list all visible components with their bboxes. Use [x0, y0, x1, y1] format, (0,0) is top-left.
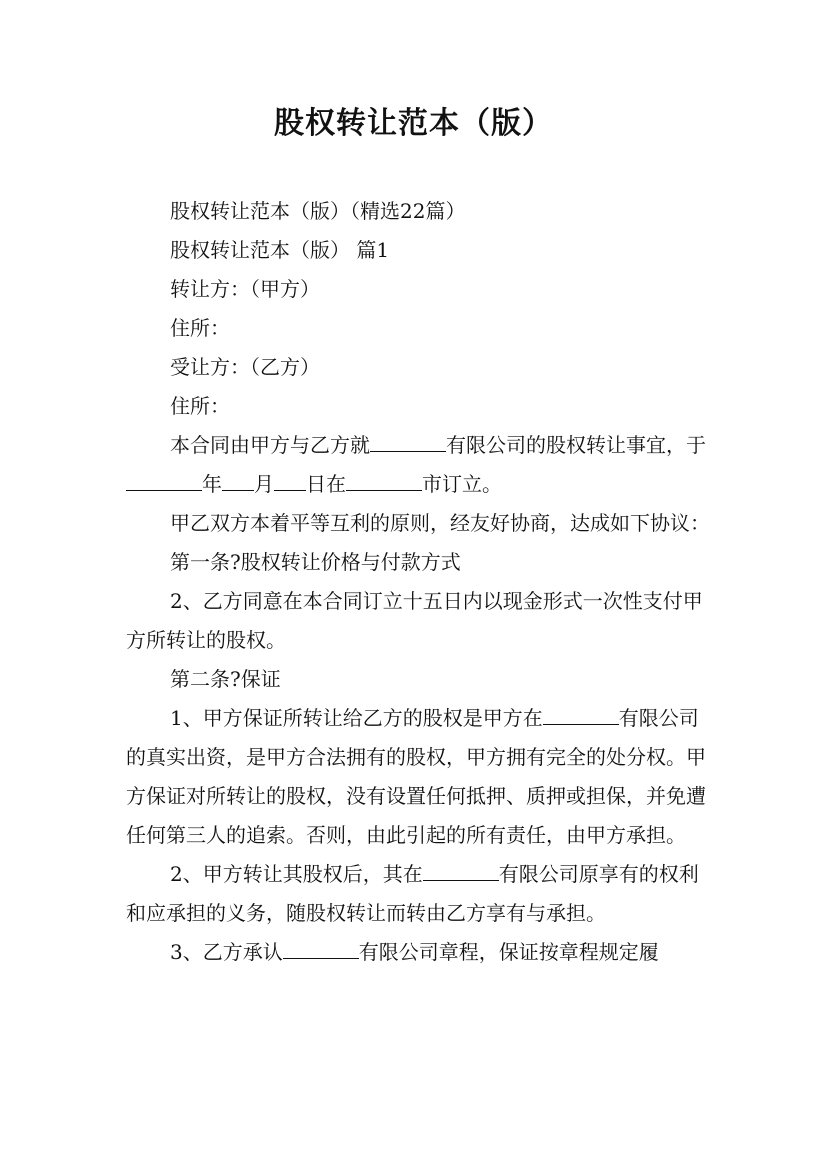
blank-line [222, 489, 254, 491]
paragraph-chapter-heading: 股权转让范本（版） 篇1 [170, 238, 390, 262]
blank-line [283, 957, 359, 959]
text-segment: 年 [202, 472, 222, 496]
text-segment: 1、甲方保证所转让给乙方的股权是甲方在 [170, 706, 543, 730]
blank-line [274, 489, 306, 491]
paragraph-payment: 2、乙方同意在本合同订立十五日内以现金形式一次性支付甲方所转让的股权。 [126, 589, 703, 652]
document-body [126, 192, 716, 972]
paragraph-article-2: 第二条?保证 [170, 667, 281, 691]
document-title: 股权转让范本（版） [274, 106, 553, 141]
blank-line [126, 489, 202, 491]
blank-line [346, 489, 422, 491]
text-segment: 2、甲方转让其股权后，其在 [170, 862, 423, 886]
paragraph-transferee: 受让方：（乙方） [170, 355, 320, 379]
text-segment: 3、乙方承认 [170, 940, 283, 964]
text-segment: 宜，于 [646, 433, 706, 457]
paragraph-warranty-1 [126, 699, 716, 855]
paragraph-transferee-address: 住所： [170, 394, 230, 418]
text-segment: 有限公司的股权转让事 [446, 433, 646, 457]
text-segment: 有限公司章程，保证按章程规定履 [358, 940, 659, 964]
blank-line [543, 723, 619, 725]
paragraph-subtitle: 股权转让范本（版）（精选22篇） [170, 199, 466, 223]
text-segment: 月 [254, 472, 274, 496]
paragraph-transferor-address: 住所： [170, 316, 230, 340]
blank-line [423, 879, 499, 881]
paragraph-warranty-3 [126, 933, 716, 972]
text-segment: 市订立。 [422, 472, 502, 496]
blank-line [370, 450, 446, 452]
text-segment: 本合同由甲方与乙方就 [170, 433, 370, 457]
paragraph-article-1: 第一条?股权转让价格与付款方式 [170, 550, 461, 574]
text-segment: 有限公司原享有的权利和应承担的义务，随股权转让而转由乙方享有与承担。 [126, 862, 699, 925]
paragraph-warranty-2 [126, 855, 716, 933]
paragraph-transferor: 转让方：（甲方） [170, 277, 320, 301]
paragraph-contract-intro [126, 426, 716, 504]
text-segment: 日在 [306, 472, 346, 496]
text-segment: 有限公司的真实出资，是甲方合法拥有的股权，甲方拥有完全的处分权。甲方保证对所转让的股权，没有设置任何抵押、质押或担保，并免遭任何第三人的追索。否则，由此引起的所有责任，由甲方承担。 [126, 706, 706, 847]
paragraph-agreement: 甲乙双方本着平等互利的原则，经友好协商，达成如下协议： [170, 511, 710, 535]
